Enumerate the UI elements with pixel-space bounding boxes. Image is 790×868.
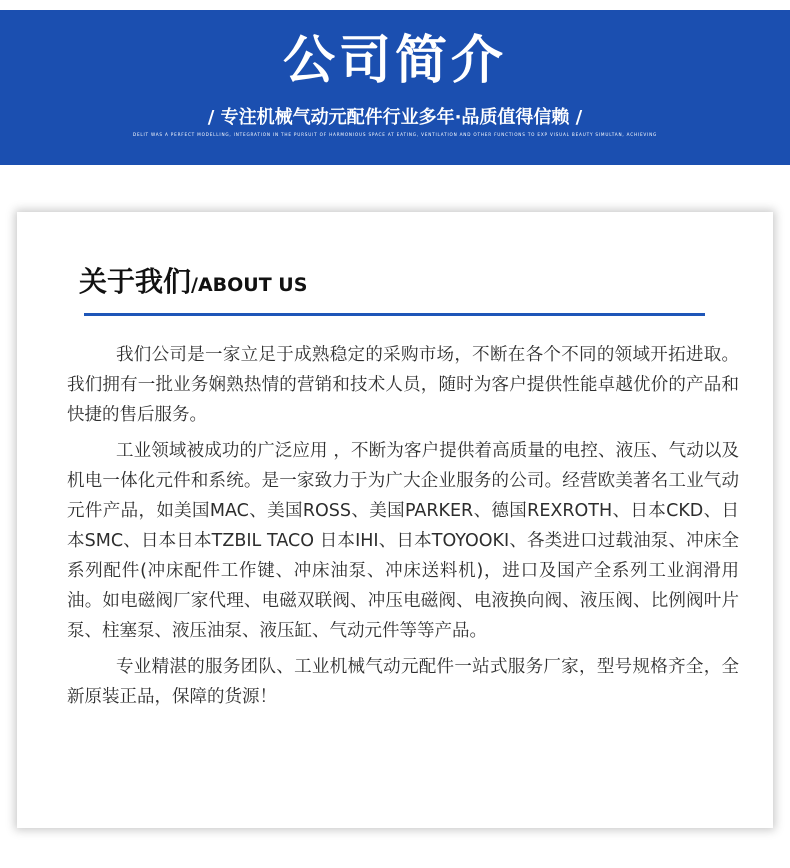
paragraph-service: 专业精湛的服务团队、工业机械气动元配件一站式服务厂家，型号规格齐全，全新原装正品，保障的货源！: [67, 657, 739, 707]
paragraph-intro: 我们公司是一家立足于成熟稳定的采购市场，不断在各个不同的领域开拓进取。我们拥有一批业务娴熟热情的营销和技术人员，随时为客户提供性能卓越优价的产品和快捷的售后服务。: [67, 345, 739, 425]
heading-english: /ABOUT US: [191, 274, 308, 296]
heading-chinese: 关于我们: [79, 265, 192, 298]
header-banner: [0, 10, 790, 165]
about-card: [17, 212, 773, 828]
banner-title: 公司简介: [282, 31, 507, 91]
section-heading: [79, 260, 307, 300]
paragraph-products: 工业领域被成功的广泛应用 ，不断为客户提供着高质量的电控、液压、气动以及机电一体化元件和系统。是一家致力于为广大企业服务的公司。经营欧美著名工业气动元件产品，如美国MAC、美国ROSS、美国PARKER、德国REXROTH、日本CKD、日本SMC、日本日本TZBIL TACO 日本IHI、日本TOYOOKI、各类进口过载油泵、冲床全系列配件(冲床配件工作键、冲床油泵、冲床送料机)，进口及国产全系列工业润滑用油。如电磁阀厂家代理、电磁双联阀、冲压电磁阀、电液换向阀、液压阀、比例阀叶片泵、柱塞泵、液压油泵、液压缸、气动元件等等产品。: [67, 441, 739, 641]
heading-divider: [84, 313, 705, 316]
about-body: [67, 340, 739, 718]
banner-subtitle: / 专注机械气动元配件行业多年·品质值得信赖 /: [207, 107, 583, 128]
banner-english-tagline: DELIT WAS A PERFECT MODELLING, INTEGRATION IN THE PURSUIT OF HARMONIOUS SPACE AT EATING, VENTILATION AND OTHER FUNCTIONS TO EXP VISUAL BEAUTY SIMULTAN, ACHIEVING: [132, 132, 658, 137]
